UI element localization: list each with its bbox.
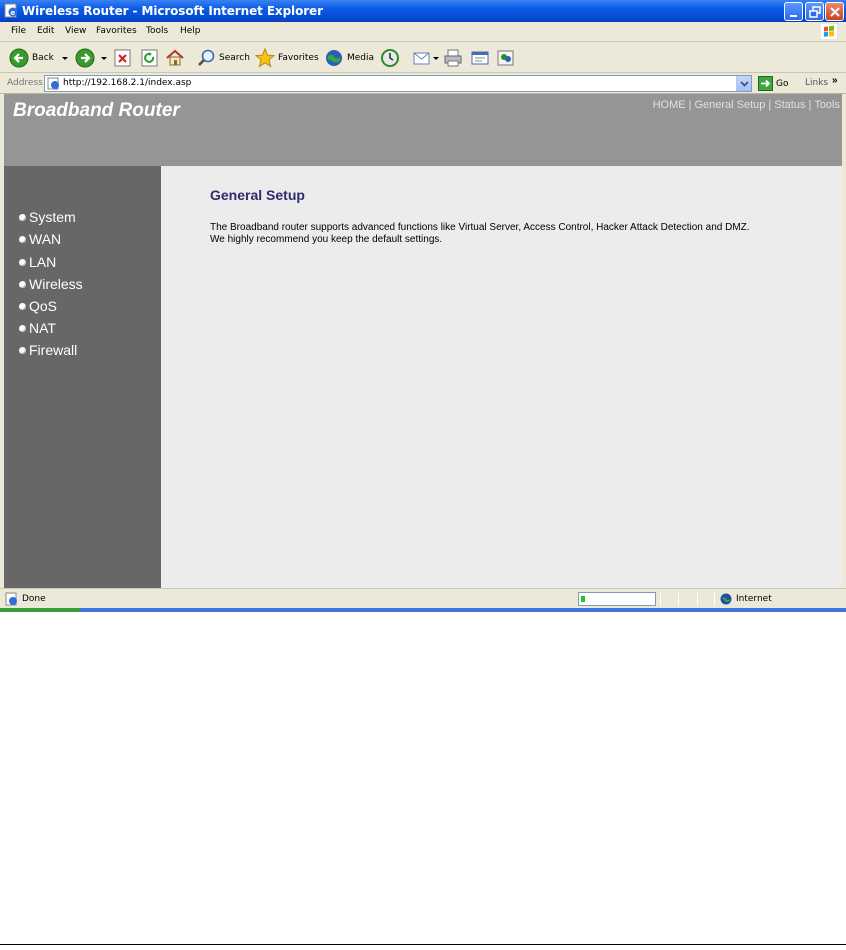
edit-document-icon: [470, 48, 490, 68]
menu-bar: [0, 22, 846, 42]
bullet-icon: [19, 281, 26, 288]
nav-home[interactable]: HOME: [652, 99, 686, 111]
address-bar: [0, 73, 846, 94]
bullet-icon: [19, 259, 26, 266]
page-viewport: [4, 94, 842, 588]
security-zone-text: Internet: [736, 594, 772, 604]
main-content: [161, 166, 842, 588]
refresh-icon: [141, 49, 159, 67]
sidebar-item-nat[interactable]: [19, 320, 56, 336]
address-input[interactable]: [44, 75, 752, 92]
description: [210, 222, 780, 246]
nav-separator: |: [768, 99, 772, 111]
sidebar-item-label: NAT: [29, 320, 56, 336]
bullet-icon: [19, 325, 26, 332]
nav-general-setup[interactable]: General Setup: [694, 99, 766, 111]
back-arrow-icon: [9, 48, 29, 68]
bullet-icon: [19, 236, 26, 243]
menu-tools[interactable]: Tools: [146, 26, 169, 36]
menu-view[interactable]: View: [65, 26, 87, 36]
ie-page-icon: [47, 77, 61, 90]
progress-fill: [581, 596, 585, 602]
maximize-button[interactable]: [805, 2, 824, 21]
media-globe-icon: [324, 48, 344, 68]
search-label: Search: [219, 53, 250, 63]
search-icon: [196, 48, 216, 68]
address-url: http://192.168.2.1/index.asp: [63, 78, 192, 88]
sidebar-item-system[interactable]: [19, 209, 76, 225]
menu-favorites[interactable]: Favorites: [96, 26, 137, 36]
go-button[interactable]: [758, 76, 788, 91]
mail-icon: [412, 48, 432, 68]
media-button[interactable]: [324, 47, 374, 69]
minimize-button[interactable]: [784, 2, 803, 21]
progress-bar: [578, 592, 656, 606]
ie-page-icon: [5, 592, 19, 606]
windows-logo-icon: [820, 23, 838, 40]
brand-title: Broadband Router: [13, 100, 180, 121]
stop-button[interactable]: [114, 47, 132, 69]
chevron-down-icon: [60, 53, 70, 63]
go-label: Go: [776, 78, 789, 89]
bullet-icon: [19, 303, 26, 310]
messenger-button[interactable]: [496, 47, 516, 69]
edit-button[interactable]: [470, 47, 490, 69]
status-bar: [0, 588, 846, 608]
status-divider: [714, 592, 715, 606]
sidebar-item-lan[interactable]: [19, 254, 56, 270]
start-button-edge: [0, 608, 80, 612]
star-icon: [255, 48, 275, 68]
minimize-icon: [785, 3, 804, 22]
bullet-icon: [19, 347, 26, 354]
chevron-down-icon: [737, 76, 752, 91]
stop-icon: [114, 49, 132, 67]
page-bottom-rule: [0, 944, 846, 945]
menu-file[interactable]: File: [11, 26, 27, 36]
restore-icon: [806, 3, 825, 22]
nav-status[interactable]: Status: [774, 99, 806, 111]
top-navigation: [653, 99, 840, 111]
chevron-down-icon: [432, 53, 440, 63]
forward-button[interactable]: [75, 47, 109, 69]
description-paragraph: The Broadband router supports advanced functions like Virtual Server, Access Control, Hacker Attack Detection and DMZ.: [210, 222, 750, 233]
side-navigation: [4, 166, 161, 588]
forward-arrow-icon: [75, 48, 95, 68]
address-dropdown-button[interactable]: [736, 76, 751, 91]
sidebar-item-label: LAN: [29, 254, 57, 270]
status-divider: [660, 592, 661, 606]
sidebar-item-qos[interactable]: [19, 298, 57, 314]
sidebar-item-wireless[interactable]: [19, 276, 83, 292]
nav-separator: |: [808, 99, 812, 111]
menu-edit[interactable]: Edit: [37, 26, 55, 36]
search-button[interactable]: [196, 47, 250, 69]
chevron-right-icon[interactable]: »: [832, 75, 838, 86]
sidebar-item-label: QoS: [29, 298, 58, 314]
page-title: General Setup: [210, 187, 305, 203]
taskbar-edge: [0, 608, 846, 612]
printer-icon: [443, 48, 463, 68]
title-bar[interactable]: [0, 0, 846, 22]
refresh-button[interactable]: [141, 47, 159, 69]
svg-text:e: e: [10, 9, 16, 17]
media-label: Media: [347, 53, 375, 63]
close-button[interactable]: [825, 2, 844, 21]
home-icon: [165, 48, 185, 68]
sidebar-item-label: Wireless: [29, 276, 83, 292]
internet-globe-icon: [720, 593, 732, 605]
sidebar-item-label: WAN: [29, 231, 62, 247]
ie-page-icon: [4, 3, 19, 18]
favorites-label: Favorites: [278, 53, 319, 63]
print-button[interactable]: [443, 47, 463, 69]
links-button[interactable]: Links: [805, 78, 829, 88]
page-header: [4, 94, 842, 166]
sidebar-item-label: Firewall: [29, 342, 78, 358]
chevron-down-icon: [99, 53, 109, 63]
sidebar-item-firewall[interactable]: [19, 342, 77, 358]
nav-separator: |: [688, 99, 692, 111]
status-text: Done: [22, 594, 46, 604]
menu-help[interactable]: Help: [180, 26, 201, 36]
history-button[interactable]: [380, 47, 400, 69]
back-label: Back: [32, 53, 54, 63]
messenger-icon: [496, 48, 516, 68]
mail-button[interactable]: [412, 47, 440, 69]
history-icon: [380, 48, 400, 68]
status-divider: [697, 592, 698, 606]
window-title: Wireless Router - Microsoft Internet Explorer: [22, 4, 323, 18]
sidebar-item-label: System: [29, 209, 76, 225]
status-divider: [678, 592, 679, 606]
bullet-icon: [19, 214, 26, 221]
go-arrow-icon: [758, 76, 773, 91]
nav-tools[interactable]: Tools: [814, 99, 840, 111]
address-label: Address: [7, 78, 43, 88]
home-button[interactable]: [165, 47, 185, 69]
favorites-button[interactable]: [255, 47, 319, 69]
close-icon: [826, 3, 845, 22]
toolbar: [0, 43, 846, 73]
back-button[interactable]: [9, 47, 70, 69]
recommendation-paragraph: We highly recommend you keep the default settings.: [210, 234, 443, 245]
sidebar-item-wan[interactable]: [19, 231, 61, 247]
